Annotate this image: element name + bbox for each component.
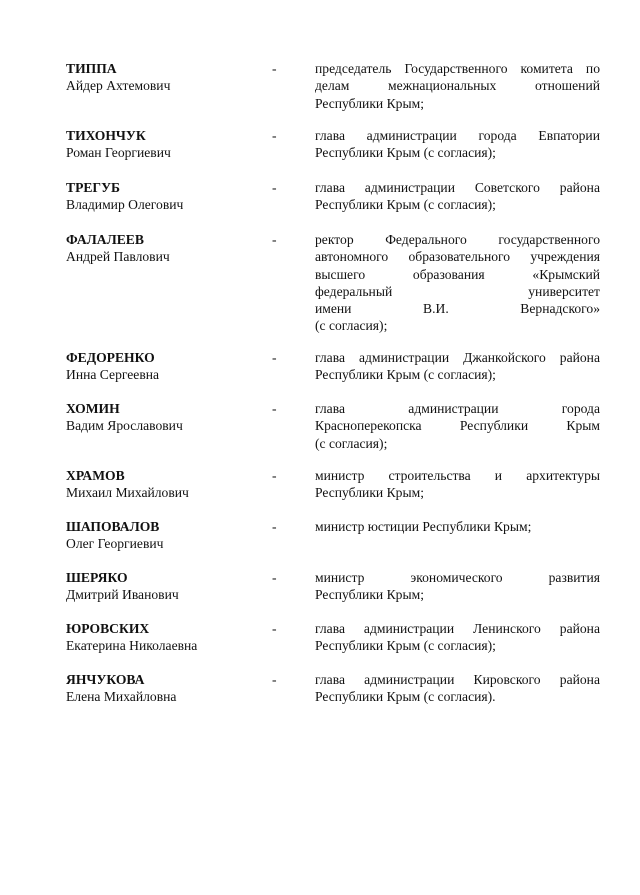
member-position bbox=[315, 127, 600, 162]
member-name bbox=[66, 671, 271, 706]
separator-dash: - bbox=[272, 621, 277, 636]
position-line: председатель Государственного комитета по bbox=[315, 61, 600, 76]
member-name bbox=[66, 179, 271, 214]
position-line: делам межнациональных отношений bbox=[315, 78, 600, 94]
member-name bbox=[66, 60, 271, 95]
member-name bbox=[66, 569, 271, 604]
member-position bbox=[315, 620, 600, 655]
member-surname: ТИППА bbox=[66, 61, 117, 76]
member-surname: ХОМИН bbox=[66, 401, 120, 416]
member-position bbox=[315, 467, 600, 502]
member-name bbox=[66, 400, 271, 435]
member-surname: ТИХОНЧУК bbox=[66, 128, 146, 143]
member-given-name: Роман Георгиевич bbox=[66, 145, 171, 161]
member-position bbox=[315, 60, 600, 112]
member-given-name: Дмитрий Иванович bbox=[66, 587, 179, 603]
separator-dash: - bbox=[272, 401, 277, 416]
member-surname: ЮРОВСКИХ bbox=[66, 621, 150, 636]
member-given-name: Елена Михайловна bbox=[66, 689, 177, 705]
separator-dash: - bbox=[272, 350, 277, 365]
position-line: глава администрации Ленинского района bbox=[315, 621, 600, 636]
member-given-name: Инна Сергеевна bbox=[66, 367, 160, 383]
member-position bbox=[315, 518, 600, 535]
position-line: (с согласия); bbox=[315, 435, 388, 451]
position-line: глава администрации Кировского района bbox=[315, 672, 600, 687]
member-given-name: Екатерина Николаевна bbox=[66, 638, 198, 654]
separator-dash: - bbox=[272, 519, 277, 534]
member-position bbox=[315, 349, 600, 384]
position-line: Республики Крым (с согласия); bbox=[315, 367, 496, 383]
position-line: министр юстиции Республики Крым; bbox=[315, 519, 532, 534]
member-surname: ЯНЧУКОВА bbox=[66, 672, 145, 687]
position-line: Республики Крым (с согласия); bbox=[315, 638, 496, 654]
position-line: (с согласия); bbox=[315, 318, 388, 334]
position-line: Республики Крым; bbox=[315, 485, 424, 501]
separator-dash: - bbox=[272, 672, 277, 687]
position-line: Республики Крым; bbox=[315, 95, 424, 111]
member-name bbox=[66, 518, 271, 553]
member-position bbox=[315, 569, 600, 604]
position-line: автономного образовательного учреждения bbox=[315, 249, 600, 265]
member-surname: ТРЕГУБ bbox=[66, 180, 121, 195]
position-line: Республики Крым (с согласия); bbox=[315, 197, 496, 213]
member-name bbox=[66, 127, 271, 162]
separator-dash: - bbox=[272, 61, 277, 76]
separator-dash: - bbox=[272, 128, 277, 143]
member-surname: ФАЛАЛЕЕВ bbox=[66, 232, 144, 247]
member-given-name: Андрей Павлович bbox=[66, 249, 170, 265]
separator-dash: - bbox=[272, 468, 277, 483]
position-line: федеральный университет bbox=[315, 283, 600, 299]
position-line: глава администрации города Евпатории bbox=[315, 128, 600, 143]
member-given-name: Михаил Михайлович bbox=[66, 485, 189, 501]
member-position bbox=[315, 400, 600, 452]
separator-dash: - bbox=[272, 570, 277, 585]
position-line: министр строительства и архитектуры bbox=[315, 468, 600, 483]
member-given-name: Владимир Олегович bbox=[66, 197, 184, 213]
separator-dash: - bbox=[272, 180, 277, 195]
position-line: глава администрации Джанкойского района bbox=[315, 350, 600, 365]
position-line: Республики Крым (с согласия). bbox=[315, 689, 496, 705]
member-name bbox=[66, 349, 271, 384]
position-line: имени В.И. Вернадского» bbox=[315, 301, 600, 317]
member-surname: ХРАМОВ bbox=[66, 468, 125, 483]
member-position bbox=[315, 231, 600, 335]
member-surname: ФЕДОРЕНКО bbox=[66, 350, 155, 365]
position-line: глава администрации города bbox=[315, 401, 600, 416]
member-position bbox=[315, 179, 600, 214]
separator-dash: - bbox=[272, 232, 277, 247]
position-line: высшего образования «Крымский bbox=[315, 266, 600, 282]
member-given-name: Вадим Ярославович bbox=[66, 418, 183, 434]
member-position bbox=[315, 671, 600, 706]
member-given-name: Олег Георгиевич bbox=[66, 536, 164, 552]
member-given-name: Айдер Ахтемович bbox=[66, 78, 171, 94]
member-surname: ШЕРЯКО bbox=[66, 570, 128, 585]
position-line: министр экономического развития bbox=[315, 570, 600, 585]
member-name bbox=[66, 620, 271, 655]
member-name bbox=[66, 467, 271, 502]
position-line: ректор Федерального государственного bbox=[315, 232, 600, 247]
position-line: Красноперекопска Республики Крым bbox=[315, 418, 600, 434]
position-line: глава администрации Советского района bbox=[315, 180, 600, 195]
position-line: Республики Крым; bbox=[315, 587, 424, 603]
member-surname: ШАПОВАЛОВ bbox=[66, 519, 160, 534]
position-line: Республики Крым (с согласия); bbox=[315, 145, 496, 161]
member-name bbox=[66, 231, 271, 266]
